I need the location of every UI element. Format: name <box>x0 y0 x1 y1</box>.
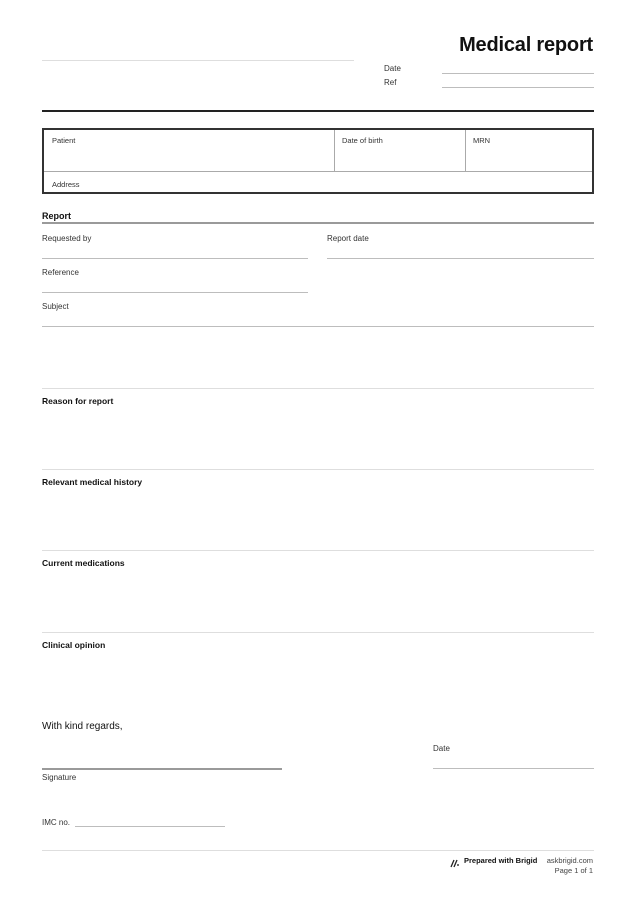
prepared-with-text: Prepared with Brigid <box>464 856 538 865</box>
reason-heading: Reason for report <box>42 396 114 406</box>
closing-regards: With kind regards, <box>42 721 123 732</box>
medications-text-area[interactable] <box>42 570 594 630</box>
imc-label: IMC no. <box>42 818 71 827</box>
medications-rule <box>42 550 594 551</box>
patient-row <box>44 130 592 172</box>
dob-cell[interactable] <box>334 130 465 172</box>
patient-label: Patient <box>52 136 76 145</box>
reference-label: Reference <box>42 268 79 277</box>
opinion-heading: Clinical opinion <box>42 640 106 650</box>
dob-label: Date of birth <box>342 136 383 145</box>
subject-label: Subject <box>42 302 69 311</box>
address-label: Address <box>52 180 80 189</box>
report-date-field[interactable] <box>327 258 594 259</box>
history-text-area[interactable] <box>42 489 594 549</box>
history-heading: Relevant medical history <box>42 477 143 487</box>
closing-date-field[interactable] <box>433 768 594 769</box>
reason-rule <box>42 388 594 389</box>
report-date-label: Report date <box>327 234 369 243</box>
report-heading-rule <box>42 222 594 224</box>
header-ref-field[interactable] <box>442 87 594 88</box>
mrn-cell[interactable] <box>465 130 592 172</box>
header-ref-label: Ref <box>384 78 397 87</box>
header-date-field[interactable] <box>442 73 594 74</box>
closing-date-label: Date <box>433 744 450 753</box>
footer-divider <box>42 850 594 851</box>
requested-by-label: Requested by <box>42 234 92 243</box>
reference-field[interactable] <box>42 292 308 293</box>
header-divider <box>42 110 594 112</box>
imc-field[interactable] <box>75 826 225 827</box>
letterhead-line <box>42 60 354 61</box>
mrn-label: MRN <box>473 136 491 145</box>
page-title: Medical report <box>459 34 593 56</box>
header-date-label: Date <box>384 64 401 73</box>
history-rule <box>42 469 594 470</box>
signature-label: Signature <box>42 773 77 782</box>
requested-by-field[interactable] <box>42 258 308 259</box>
website-link[interactable]: askbrigid.com <box>546 856 593 865</box>
opinion-rule <box>42 632 594 633</box>
signature-line[interactable] <box>42 768 282 770</box>
medications-heading: Current medications <box>42 558 125 568</box>
subject-field[interactable] <box>42 326 594 327</box>
brigid-logo-icon <box>450 855 460 864</box>
reason-text-area[interactable] <box>42 408 594 468</box>
page-number: Page 1 of 1 <box>554 866 593 875</box>
address-cell[interactable] <box>44 172 592 194</box>
report-heading: Report <box>42 211 71 221</box>
patient-details-box <box>42 128 594 194</box>
opinion-text-area[interactable] <box>42 652 594 712</box>
patient-cell[interactable] <box>44 130 334 172</box>
